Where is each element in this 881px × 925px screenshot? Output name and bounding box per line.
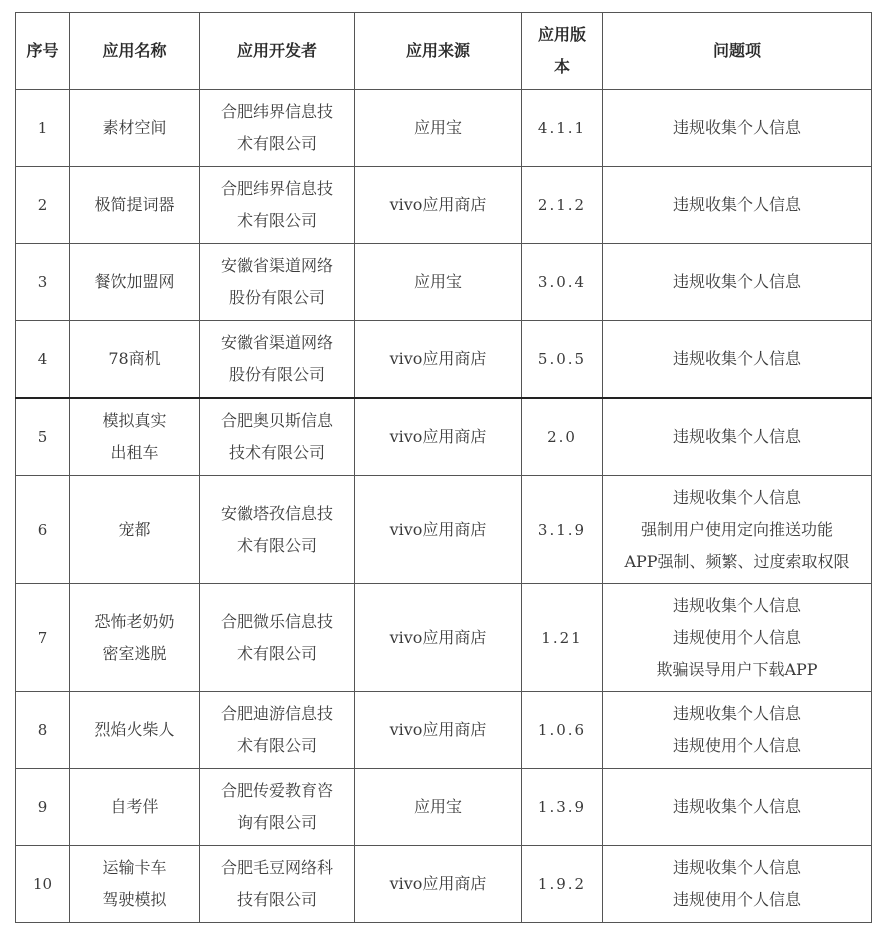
issue-line: 违规收集个人信息 <box>672 272 801 291</box>
cell-no: 3 <box>16 244 70 321</box>
table-row <box>16 167 872 244</box>
developer-line: 技术有限公司 <box>228 443 325 462</box>
developer-line: 合肥纬界信息技 <box>220 179 333 198</box>
app-name-line: 78商机 <box>108 349 161 368</box>
table-row <box>16 398 872 476</box>
issue-line: 违规收集个人信息 <box>672 487 801 507</box>
developer-line: 合肥奥贝斯信息 <box>220 411 333 430</box>
app-name-line: 烈焰火柴人 <box>94 720 175 739</box>
app-name-line: 恐怖老奶奶 <box>94 611 175 631</box>
header-version-line: 本 <box>553 57 570 76</box>
cell-source: vivo应用商店 <box>355 321 522 399</box>
cell-issues <box>603 692 872 769</box>
cell-source: 应用宝 <box>355 90 522 167</box>
issue-line: 欺骗误导用户下载APP <box>656 659 818 679</box>
cell-source: vivo应用商店 <box>355 846 522 923</box>
cell-issues <box>603 167 872 244</box>
table-header-row <box>16 13 872 90</box>
issue-line: 违规使用个人信息 <box>672 627 801 647</box>
cell-source: vivo应用商店 <box>355 398 522 476</box>
cell-no: 6 <box>16 476 70 584</box>
developer-line: 安徽省渠道网络 <box>220 333 333 352</box>
table-row <box>16 244 872 321</box>
cell-app-name <box>70 584 200 692</box>
cell-no: 1 <box>16 90 70 167</box>
cell-developer <box>200 167 355 244</box>
table-row <box>16 769 872 846</box>
app-name-line: 素材空间 <box>102 118 167 137</box>
table-row <box>16 846 872 923</box>
app-name-line: 模拟真实 <box>102 411 167 430</box>
app-name-line: 运输卡车 <box>102 858 167 877</box>
cell-developer <box>200 90 355 167</box>
cell-source: vivo应用商店 <box>355 584 522 692</box>
developer-line: 合肥毛豆网络科 <box>220 858 333 877</box>
cell-no: 8 <box>16 692 70 769</box>
issue-line: 违规使用个人信息 <box>672 736 801 755</box>
header-source: 应用来源 <box>355 13 522 90</box>
cell-issues <box>603 244 872 321</box>
cell-version: 1.3.9 <box>522 769 603 846</box>
cell-version: 3.1.9 <box>522 476 603 584</box>
header-app-name: 应用名称 <box>70 13 200 90</box>
developer-line: 股份有限公司 <box>228 288 325 307</box>
app-name-line: 驾驶模拟 <box>102 890 167 909</box>
developer-line: 安徽塔孜信息技 <box>220 503 333 523</box>
cell-version: 4.1.1 <box>522 90 603 167</box>
cell-source: vivo应用商店 <box>355 167 522 244</box>
cell-no: 5 <box>16 398 70 476</box>
table-row <box>16 584 872 692</box>
cell-app-name <box>70 476 200 584</box>
developer-line: 术有限公司 <box>236 643 317 663</box>
cell-issues <box>603 584 872 692</box>
cell-version: 2.1.2 <box>522 167 603 244</box>
issue-line: 违规使用个人信息 <box>672 890 801 909</box>
header-developer: 应用开发者 <box>200 13 355 90</box>
app-name-line: 宠都 <box>118 519 151 539</box>
issue-line: APP强制、频繁、过度索取权限 <box>624 551 850 571</box>
cell-developer <box>200 692 355 769</box>
cell-issues <box>603 90 872 167</box>
cell-app-name <box>70 769 200 846</box>
header-version-line: 应用版 <box>537 25 586 44</box>
header-version <box>522 13 603 90</box>
app-name-line: 出租车 <box>110 443 159 462</box>
cell-source: vivo应用商店 <box>355 476 522 584</box>
developer-line: 合肥迪游信息技 <box>220 704 333 723</box>
developer-line: 询有限公司 <box>236 813 317 832</box>
cell-app-name <box>70 692 200 769</box>
table-row <box>16 90 872 167</box>
developer-line: 技有限公司 <box>236 890 317 909</box>
cell-app-name <box>70 244 200 321</box>
cell-issues <box>603 321 872 399</box>
issue-line: 违规收集个人信息 <box>672 349 801 368</box>
issue-line: 违规收集个人信息 <box>672 595 801 615</box>
cell-source: 应用宝 <box>355 769 522 846</box>
issue-line: 违规收集个人信息 <box>672 118 801 137</box>
developer-line: 股份有限公司 <box>228 365 325 384</box>
cell-source: vivo应用商店 <box>355 692 522 769</box>
cell-version: 3.0.4 <box>522 244 603 321</box>
developer-line: 术有限公司 <box>236 134 317 153</box>
issue-line: 违规收集个人信息 <box>672 195 801 214</box>
header-no: 序号 <box>16 13 70 90</box>
app-name-line: 极简提词器 <box>94 195 175 214</box>
cell-developer <box>200 476 355 584</box>
cell-developer <box>200 244 355 321</box>
cell-developer <box>200 584 355 692</box>
app-name-line: 密室逃脱 <box>102 643 167 663</box>
table-row <box>16 476 872 584</box>
issue-line: 违规收集个人信息 <box>672 797 801 816</box>
cell-version: 5.0.5 <box>522 321 603 399</box>
cell-app-name <box>70 167 200 244</box>
developer-line: 合肥传爱教育咨 <box>220 781 333 800</box>
cell-no: 7 <box>16 584 70 692</box>
cell-issues <box>603 476 872 584</box>
developer-line: 合肥纬界信息技 <box>220 102 333 121</box>
cell-app-name <box>70 398 200 476</box>
cell-issues <box>603 398 872 476</box>
issue-line: 违规收集个人信息 <box>672 704 801 723</box>
cell-developer <box>200 398 355 476</box>
cell-developer <box>200 846 355 923</box>
developer-line: 合肥微乐信息技 <box>220 611 333 631</box>
table-row <box>16 692 872 769</box>
header-issues: 问题项 <box>603 13 872 90</box>
table-body <box>16 90 872 923</box>
cell-no: 4 <box>16 321 70 399</box>
cell-issues <box>603 769 872 846</box>
app-name-line: 餐饮加盟网 <box>94 272 175 291</box>
developer-line: 术有限公司 <box>236 535 317 555</box>
cell-issues <box>603 846 872 923</box>
developer-line: 术有限公司 <box>236 736 317 755</box>
issue-line: 违规收集个人信息 <box>672 427 801 446</box>
table-row <box>16 321 872 399</box>
cell-version: 1.9.2 <box>522 846 603 923</box>
cell-source: 应用宝 <box>355 244 522 321</box>
issue-line: 强制用户使用定向推送功能 <box>640 519 833 539</box>
app-violation-table <box>15 12 872 923</box>
app-name-line: 自考伴 <box>110 797 159 816</box>
cell-app-name <box>70 846 200 923</box>
cell-no: 9 <box>16 769 70 846</box>
issue-line: 违规收集个人信息 <box>672 858 801 877</box>
cell-developer <box>200 321 355 399</box>
cell-version: 2.0 <box>522 398 603 476</box>
cell-no: 2 <box>16 167 70 244</box>
header-version-text <box>526 19 598 83</box>
cell-version: 1.0.6 <box>522 692 603 769</box>
cell-no: 10 <box>16 846 70 923</box>
cell-version: 1.21 <box>522 584 603 692</box>
cell-app-name <box>70 321 200 399</box>
developer-line: 安徽省渠道网络 <box>220 256 333 275</box>
cell-developer <box>200 769 355 846</box>
developer-line: 术有限公司 <box>236 211 317 230</box>
cell-app-name <box>70 90 200 167</box>
